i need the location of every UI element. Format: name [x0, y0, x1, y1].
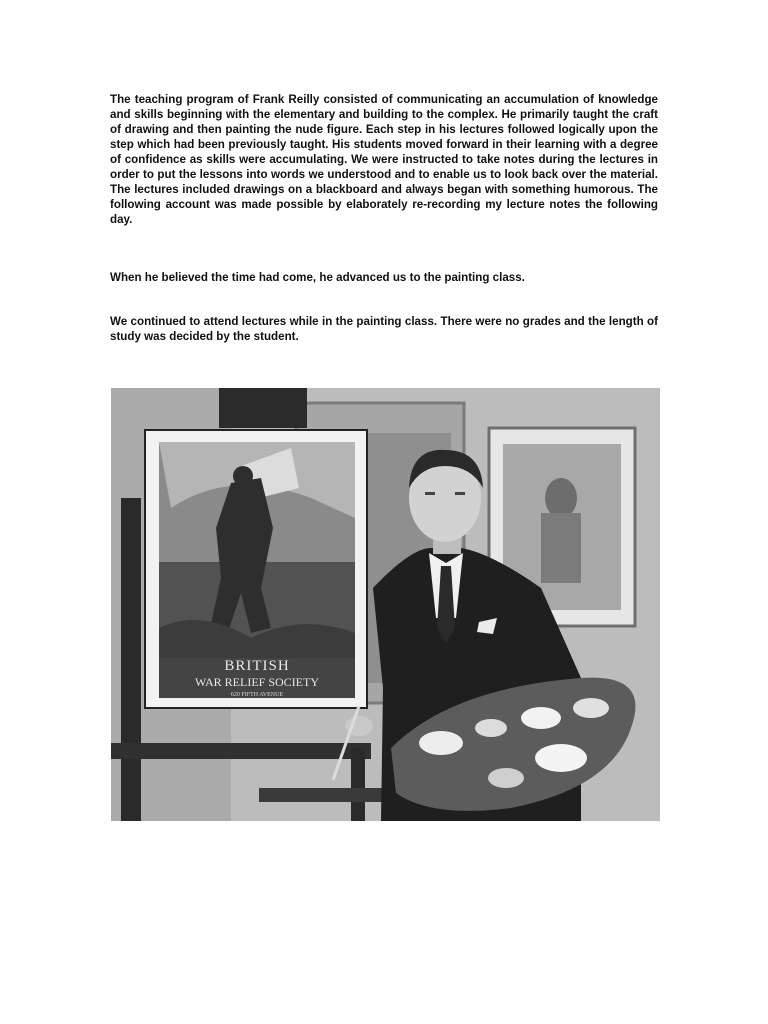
photograph-artist-with-poster: [111, 388, 660, 821]
body-paragraph-1: The teaching program of Frank Reilly consisted of communicating an accumulation of knowledge and skills beginning with the elementary and building to the complex. He primarily taught the craft of drawing and then painting the nude figure. Each step in his lectures followed logically upon the step which had been previously taught. His students moved forward in their learning with a degree of confidence as skills were accumulating. We were instructed to take notes during the lectures in order to put the lessons into words we understood and to enable us to look back over the material. The lectures included drawings on a blackboard and always began with something humorous. The following account was made possible by elaborately re-recording my lecture notes the following day.: [110, 93, 658, 226]
body-paragraph-2: When he believed the time had come, he advanced us to the painting class.: [110, 271, 525, 284]
war-relief-poster: [145, 430, 367, 708]
poster-title: BRITISH: [224, 658, 290, 674]
poster-address: 620 FIFTH AVENUE: [230, 692, 284, 698]
body-paragraph-3: We continued to attend lectures while in the painting class. There were no grades and the length of study was decided by the student.: [110, 315, 658, 343]
poster-subtitle: WAR RELIEF SOCIETY: [195, 675, 319, 689]
